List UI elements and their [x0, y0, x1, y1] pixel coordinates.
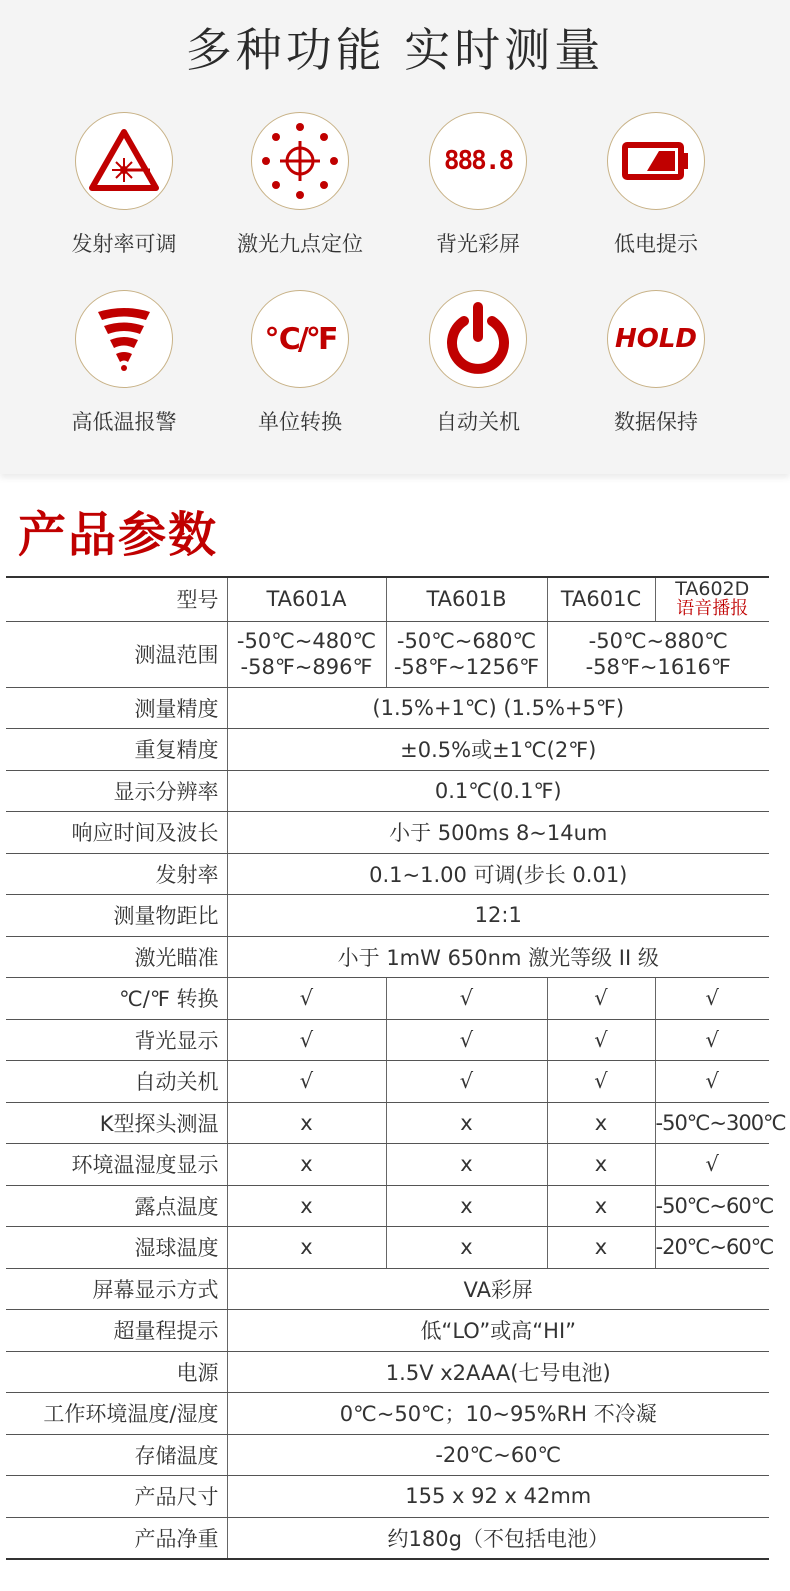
row-label: 测温范围 — [6, 621, 227, 687]
range-value: -20℃~60℃ — [655, 1227, 769, 1269]
row-label: 屏幕显示方式 — [6, 1268, 227, 1310]
row-value: 1.5V x2AAA(七号电池) — [227, 1351, 769, 1393]
row-label: 重复精度 — [6, 729, 227, 771]
feature-label: 背光彩屏 — [436, 232, 520, 256]
check-mark: √ — [386, 978, 547, 1020]
feature-label: 激光九点定位 — [237, 232, 363, 256]
row-value: 0.1℃(0.1℉) — [227, 770, 769, 812]
row-value: 12:1 — [227, 895, 769, 937]
table-row — [6, 895, 769, 937]
model-cell: TA601A — [227, 577, 386, 621]
table-row — [6, 1393, 769, 1435]
row-value: -20℃~60℃ — [227, 1434, 769, 1476]
range-celsius: -50℃~480℃ — [236, 629, 377, 653]
check-mark: √ — [227, 978, 386, 1020]
table-row — [6, 770, 769, 812]
table-row-model — [6, 577, 769, 621]
feature-temp-alarm — [34, 290, 214, 436]
table-row — [6, 1144, 769, 1186]
features-title: 多种功能 实时测量 — [185, 23, 605, 77]
cross-mark: x — [386, 1185, 547, 1227]
range-celsius: -50℃~680℃ — [396, 629, 537, 653]
unit-switch-icon — [251, 290, 349, 388]
row-value: ±0.5%或±1℃(2℉) — [227, 729, 769, 771]
cross-mark: x — [547, 1102, 655, 1144]
row-label: 湿球温度 — [6, 1227, 227, 1269]
table-row — [6, 1476, 769, 1518]
row-value: VA彩屏 — [227, 1268, 769, 1310]
feature-label: 低电提示 — [614, 232, 698, 256]
row-label: 露点温度 — [6, 1185, 227, 1227]
row-value: 155 x 92 x 42mm — [227, 1476, 769, 1518]
table-row — [6, 1351, 769, 1393]
check-mark: √ — [655, 1061, 769, 1103]
range-fahrenheit: -58℉~1256℉ — [393, 655, 540, 679]
feature-low-battery — [566, 112, 746, 258]
model-name: TA602D — [675, 578, 750, 601]
check-mark: √ — [547, 978, 655, 1020]
table-row — [6, 1019, 769, 1061]
table-row — [6, 1185, 769, 1227]
model-cell: TA601C — [547, 577, 655, 621]
feature-laser-positioning — [210, 112, 390, 258]
table-row — [6, 729, 769, 771]
low-battery-icon — [607, 112, 705, 210]
cross-mark: x — [227, 1144, 386, 1186]
feature-label: 自动关机 — [436, 410, 520, 434]
row-label: 电源 — [6, 1351, 227, 1393]
row-label: 发射率 — [6, 853, 227, 895]
hold-icon — [607, 290, 705, 388]
cross-mark: x — [227, 1102, 386, 1144]
range-cell-a — [227, 621, 386, 687]
row-label: 工作环境温度/湿度 — [6, 1393, 227, 1435]
table-row — [6, 812, 769, 854]
check-mark: √ — [655, 978, 769, 1020]
table-row — [6, 936, 769, 978]
table-row — [6, 1517, 769, 1559]
cross-mark: x — [386, 1102, 547, 1144]
power-icon — [429, 290, 527, 388]
row-value: 低“LO”或高“HI” — [227, 1310, 769, 1352]
feature-data-hold — [566, 290, 746, 436]
model-cell: TA601B — [386, 577, 547, 621]
hold-text: HOLD — [614, 324, 697, 354]
range-cell-cd — [547, 621, 769, 687]
row-label: 背光显示 — [6, 1019, 227, 1061]
range-value: -50℃~60℃ — [655, 1185, 769, 1227]
laser-warning-icon — [75, 112, 173, 210]
model-note: 语音播报 — [676, 598, 749, 620]
row-value: 0.1~1.00 可调(步长 0.01) — [227, 853, 769, 895]
check-mark: √ — [655, 1144, 769, 1186]
table-row — [6, 1102, 769, 1144]
check-mark: √ — [547, 1019, 655, 1061]
table-row — [6, 1268, 769, 1310]
crosshair-icon — [251, 112, 349, 210]
row-label: 测量物距比 — [6, 895, 227, 937]
row-label: K型探头测温 — [6, 1102, 227, 1144]
range-cell-b — [386, 621, 547, 687]
row-label: 超量程提示 — [6, 1310, 227, 1352]
table-row — [6, 1434, 769, 1476]
display-digits: 888.8 — [443, 146, 513, 176]
range-value: -50℃~300℃ — [655, 1102, 769, 1144]
row-label: 存储温度 — [6, 1434, 227, 1476]
row-value: 小于 500ms 8~14um — [227, 812, 769, 854]
feature-auto-off — [388, 290, 568, 436]
cross-mark: x — [547, 1185, 655, 1227]
features-panel — [0, 0, 790, 474]
cross-mark: x — [386, 1144, 547, 1186]
range-fahrenheit: -58℉~896℉ — [240, 655, 373, 679]
feature-label: 发射率可调 — [71, 232, 177, 256]
row-label: 型号 — [6, 577, 227, 621]
check-mark: √ — [655, 1019, 769, 1061]
check-mark: √ — [386, 1019, 547, 1061]
feature-emissivity — [34, 112, 214, 258]
feature-backlight — [388, 112, 568, 258]
model-cell-d — [655, 577, 769, 621]
row-value: 小于 1mW 650nm 激光等级 II 级 — [227, 936, 769, 978]
digital-display-icon — [429, 112, 527, 210]
row-label: 自动关机 — [6, 1061, 227, 1103]
table-row — [6, 687, 769, 729]
cross-mark: x — [547, 1227, 655, 1269]
feature-label: 数据保持 — [614, 410, 698, 434]
feature-unit-switch — [210, 290, 390, 436]
row-value: 约180g（不包括电池） — [227, 1517, 769, 1559]
check-mark: √ — [227, 1061, 386, 1103]
row-value: (1.5%+1℃) (1.5%+5℉) — [227, 687, 769, 729]
table-row — [6, 853, 769, 895]
check-mark: √ — [386, 1061, 547, 1103]
cross-mark: x — [547, 1144, 655, 1186]
feature-label: 单位转换 — [258, 410, 342, 434]
row-label: 环境温湿度显示 — [6, 1144, 227, 1186]
row-label: 测量精度 — [6, 687, 227, 729]
check-mark: √ — [547, 1061, 655, 1103]
unit-switch-text: ℃/℉ — [264, 321, 336, 357]
row-label: 产品尺寸 — [6, 1476, 227, 1518]
spec-table — [6, 576, 786, 1560]
cross-mark: x — [227, 1185, 386, 1227]
feature-label: 高低温报警 — [71, 410, 177, 434]
row-label: 响应时间及波长 — [6, 812, 227, 854]
check-mark: √ — [227, 1019, 386, 1061]
table-row — [6, 978, 769, 1020]
table-row-range — [6, 621, 769, 687]
table-row — [6, 1310, 769, 1352]
table-row — [6, 1061, 769, 1103]
table-row — [6, 1227, 769, 1269]
section-title: 产品参数 — [18, 507, 219, 563]
row-label: 激光瞄准 — [6, 936, 227, 978]
row-label: ℃/℉ 转换 — [6, 978, 227, 1020]
range-fahrenheit: -58℉~1616℉ — [585, 655, 731, 679]
row-label: 产品净重 — [6, 1517, 227, 1559]
cross-mark: x — [386, 1227, 547, 1269]
range-celsius: -50℃~880℃ — [588, 629, 728, 653]
row-label: 显示分辨率 — [6, 770, 227, 812]
alarm-waves-icon — [75, 290, 173, 388]
row-value: 0℃~50℃；10~95%RH 不冷凝 — [227, 1393, 769, 1435]
cross-mark: x — [227, 1227, 386, 1269]
